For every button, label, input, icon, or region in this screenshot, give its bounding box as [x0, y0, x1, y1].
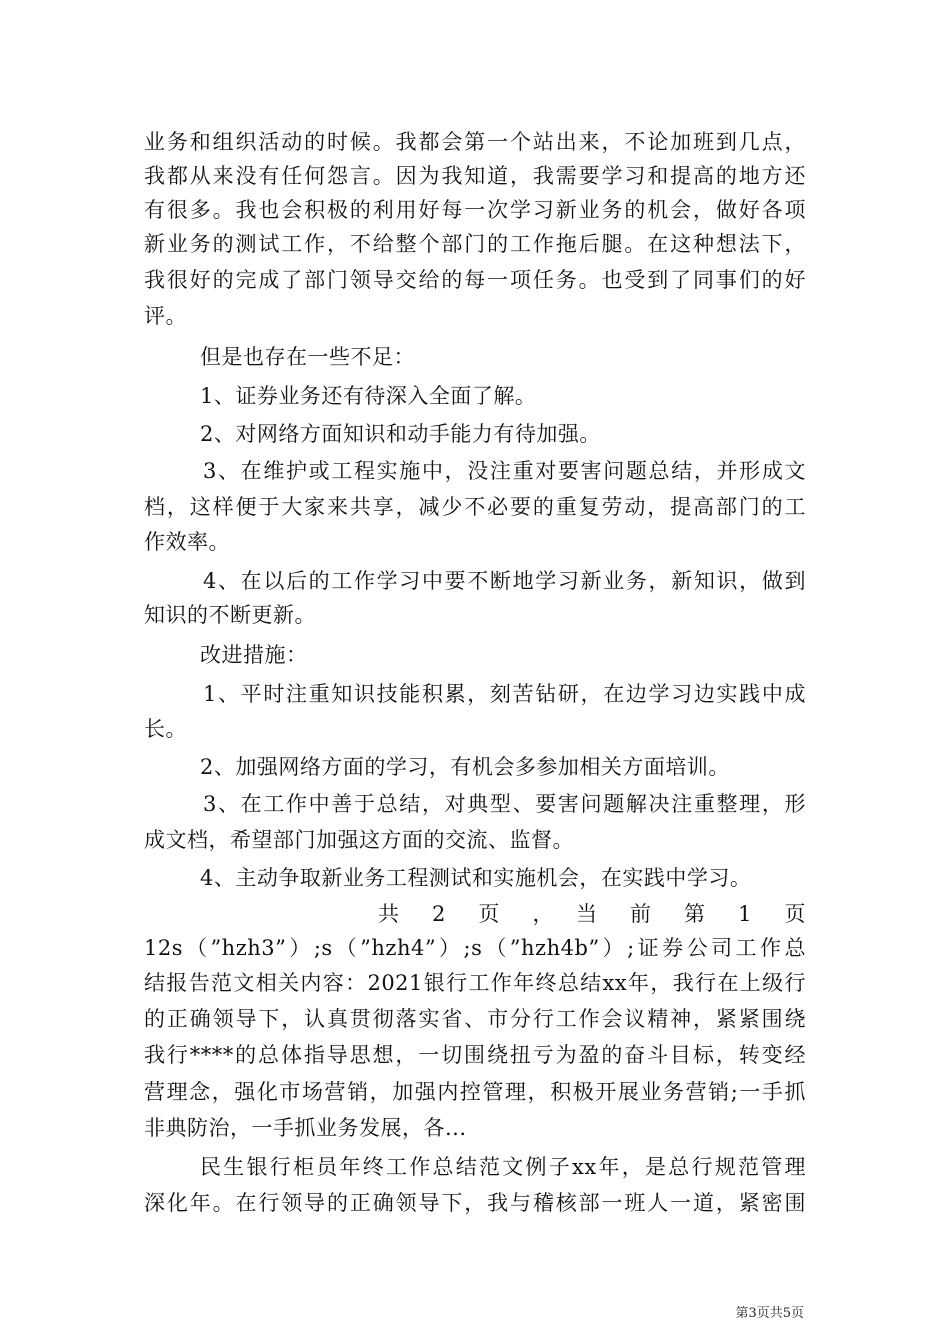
list-item: 2、加强网络方面的学习，有机会多参加相关方面培训。 — [200, 755, 730, 779]
body-text-line: 档，这样便于大家来共享，减少不必要的重复劳动，提高部门的工 — [144, 495, 806, 519]
body-text-line: 营理念，强化市场营销，加强内控管理，积极开展业务营销;一手抓 — [144, 1080, 806, 1104]
body-text-line: 我行****的总体指导思想，一切围绕扭亏为盈的奋斗目标，转变经 — [144, 1043, 806, 1067]
body-text-line: 深化年。在行领导的正确领导下，我与稽核部一班人一道，紧密围 — [144, 1191, 806, 1215]
body-text-line: 评。 — [144, 304, 187, 328]
list-item: 3、在工作中善于总结，对典型、要害问题解决注重整理，形 — [203, 792, 806, 816]
body-text-line: 结报告范文相关内容：2021银行工作年终总结xx年，我行在上级行 — [144, 971, 806, 995]
list-item: 2、对网络方面知识和动手能力有待加强。 — [200, 422, 601, 446]
list-item: 1、平时注重知识技能积累，刻苦钻研，在边学习边实践中成 — [203, 682, 806, 706]
body-text-line: 成文档，希望部门加强这方面的交流、监督。 — [144, 828, 574, 852]
list-item: 1、证券业务还有待深入全面了解。 — [200, 384, 537, 408]
page-footer: 第3页共5页 — [735, 1306, 804, 1321]
body-text-line: 12s（”hzh3”）;s（”hzh4”）;s（”hzh4b”）;证券公司工作总 — [144, 936, 806, 960]
body-text-line: 新业务的测试工作，不给整个部门的工作拖后腿。在这种想法下， — [144, 232, 806, 256]
list-item: 3、在维护或工程实施中，没注重对要害问题总结，并形成文 — [203, 459, 806, 483]
list-item: 4、在以后的工作学习中要不断地学习新业务，新知识，做到 — [203, 569, 806, 593]
section-heading-shortcomings: 但是也存在一些不足： — [200, 345, 415, 369]
body-text-line: 作效率。 — [144, 530, 230, 554]
page-count-text: 共 2 页 ， 当 前 第 1 页 — [378, 902, 806, 926]
section-heading-improvements: 改进措施： — [200, 643, 308, 667]
body-text-line: 有很多。我也会积极的利用好每一次学习新业务的机会，做好各项 — [144, 198, 806, 222]
body-text-line: 长。 — [144, 717, 187, 741]
body-text-line: 的正确领导下，认真贯彻落实省、市分行工作会议精神，紧紧围绕 — [144, 1007, 806, 1031]
body-text-line: 非典防治，一手抓业务发展，各... — [144, 1116, 467, 1140]
body-text-line: 业务和组织活动的时候。我都会第一个站出来，不论加班到几点， — [144, 130, 806, 154]
body-text-line: 我很好的完成了部门领导交给的每一项任务。也受到了同事们的好 — [144, 268, 806, 292]
body-text-line: 民生银行柜员年终工作总结范文例子xx年，是总行规范管理 — [200, 1155, 806, 1179]
body-text-line: 知识的不断更新。 — [144, 603, 316, 627]
body-text-line: 我都从来没有任何怨言。因为我知道，我需要学习和提高的地方还 — [144, 164, 806, 188]
list-item: 4、主动争取新业务工程测试和实施机会，在实践中学习。 — [200, 866, 752, 890]
